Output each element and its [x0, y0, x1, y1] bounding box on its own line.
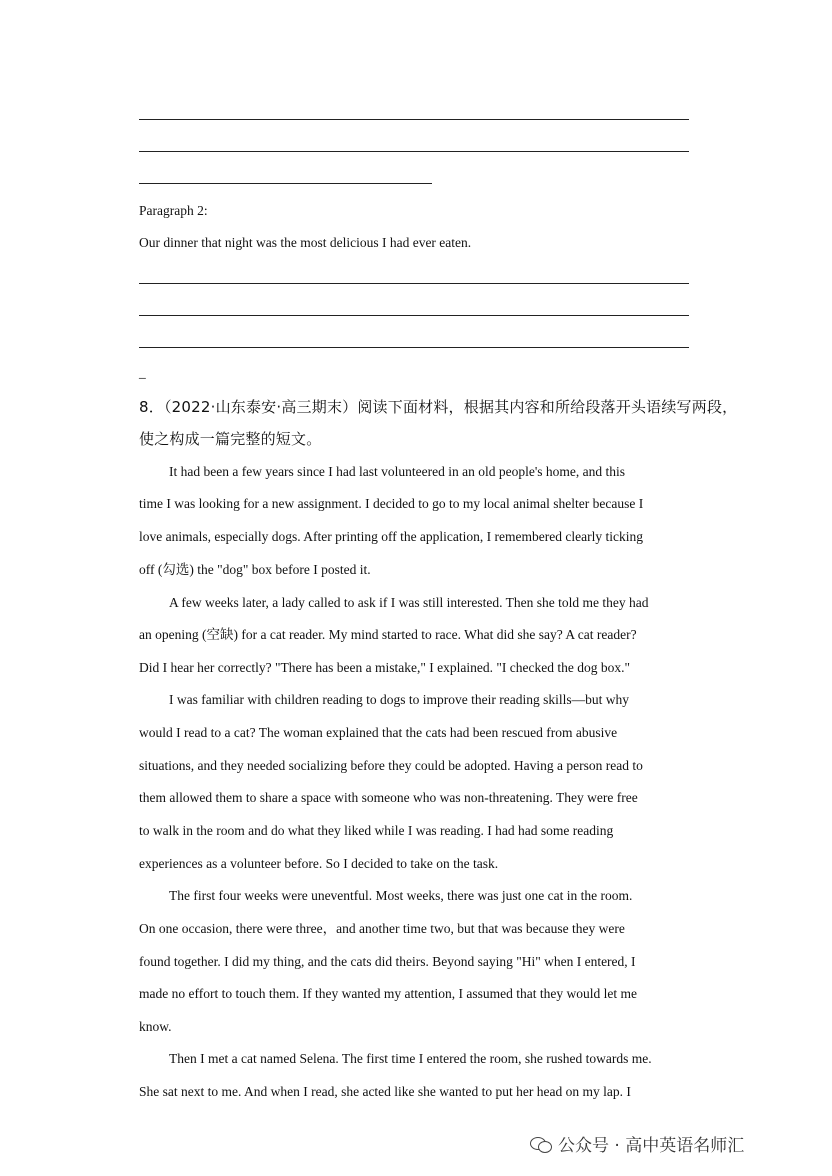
writing-line	[139, 151, 689, 152]
passage-line: off (勾选) the "dog" box before I posted it.	[139, 562, 371, 577]
writing-line	[139, 119, 689, 120]
passage-line: I was familiar with children reading to dogs to improve their reading skills—but why	[169, 692, 630, 707]
writing-line-short	[139, 183, 432, 184]
passage-line: On one occasion, there were three，and another time two, but that was because they were	[139, 921, 625, 936]
passage-line: The first four weeks were uneventful. Most weeks, there was just one cat in the room.	[169, 888, 633, 903]
passage-line: know.	[139, 1019, 172, 1034]
wechat-icon	[530, 1135, 552, 1153]
watermark-text: 公众号 · 高中英语名师汇	[558, 1136, 745, 1156]
passage-line: found together. I did my thing, and the cats did theirs. Beyond saying "Hi" when I entered, I	[139, 954, 636, 969]
passage-line: would I read to a cat? The woman explained that the cats had been rescued from abusive	[139, 725, 618, 740]
passage-line: time I was looking for a new assignment. I decided to go to my local animal shelter because I	[139, 496, 644, 511]
passage-line: an opening (空缺) for a cat reader. My mind started to race. What did she say? A cat reader?	[139, 627, 637, 642]
writing-line	[139, 315, 689, 316]
paragraph-2-opener: Our dinner that night was the most delicious I had ever eaten.	[139, 235, 472, 250]
passage-line: Then I met a cat named Selena. The first time I entered the room, she rushed towards me.	[169, 1051, 652, 1066]
paragraph-2-label: Paragraph 2:	[139, 203, 208, 218]
passage-line: love animals, especially dogs. After printing off the application, I remembered clearly ticking	[139, 529, 643, 544]
passage-line: It had been a few years since I had last volunteered in an old people's home, and this	[169, 464, 626, 479]
writing-line	[139, 283, 689, 284]
passage-line: experiences as a volunteer before. So I decided to take on the task.	[139, 856, 499, 871]
writing-line	[139, 347, 689, 348]
passage-line: to walk in the room and do what they liked while I was reading. I had had some reading	[139, 823, 614, 838]
watermark	[530, 1131, 744, 1156]
passage-line: situations, and they needed socializing before they could be adopted. Having a person read to	[139, 758, 643, 773]
question-title-line-1: 8．（2022·山东泰安·高三期末）阅读下面材料，根据其内容和所给段落开头语续写两段，	[139, 398, 738, 416]
passage-line: made no effort to touch them. If they wanted my attention, I assumed that they would let me	[139, 986, 637, 1001]
stray-underscore: _	[139, 365, 146, 380]
question-title-line-2: 使之构成一篇完整的短文。	[139, 430, 322, 448]
passage-line: She sat next to me. And when I read, she acted like she wanted to put her head on my lap. I	[139, 1084, 631, 1099]
passage-line: Did I hear her correctly? "There has been a mistake," I explained. "I checked the dog box."	[139, 660, 630, 675]
passage-line: A few weeks later, a lady called to ask if I was still interested. Then she told me they had	[169, 595, 649, 610]
passage-line: them allowed them to share a space with someone who was non-threatening. They were free	[139, 790, 638, 805]
